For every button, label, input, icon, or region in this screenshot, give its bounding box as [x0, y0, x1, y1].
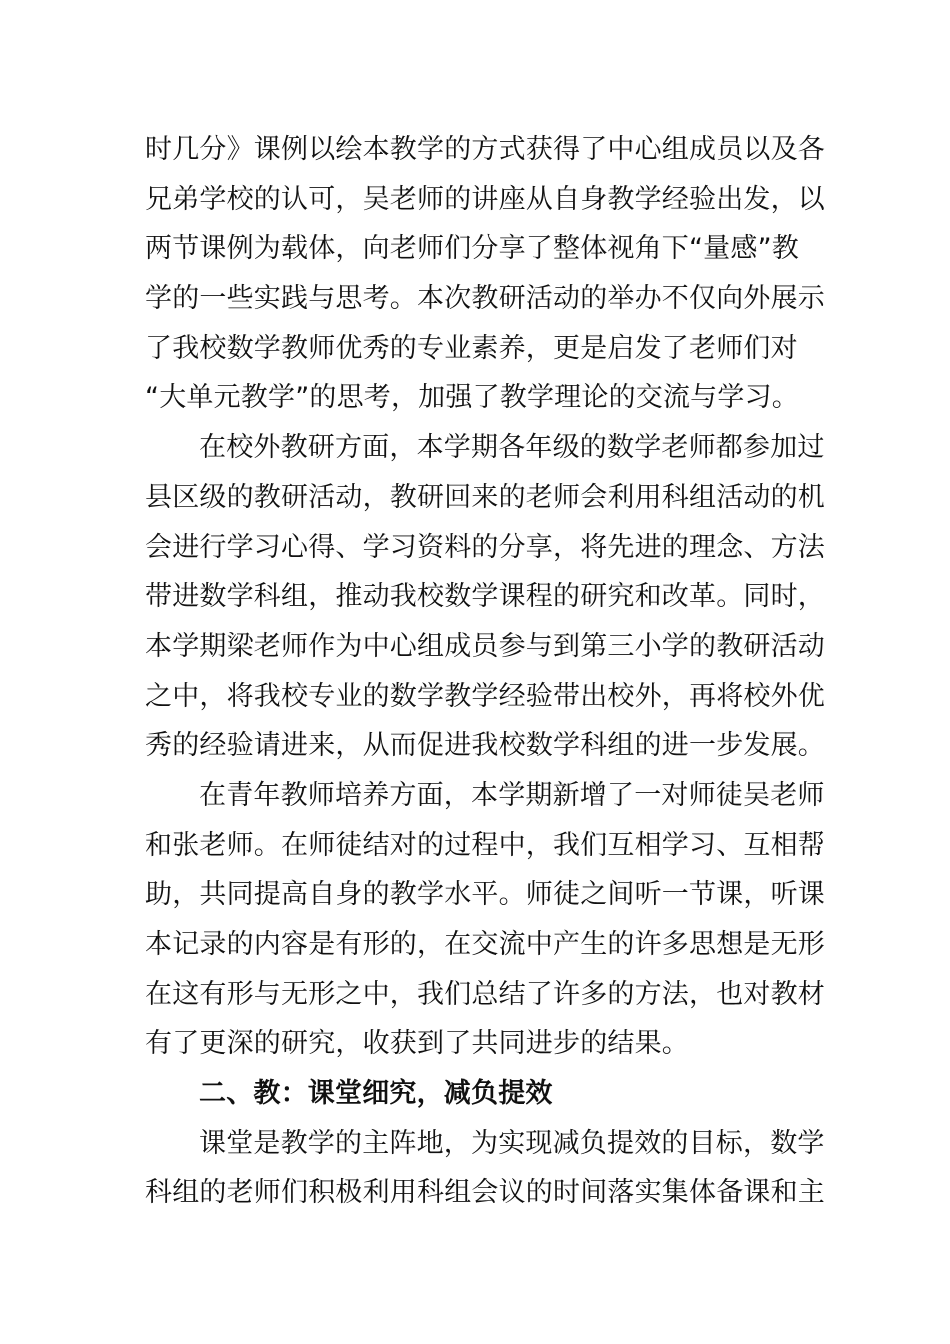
text-line: 本学期梁老师作为中心组成员参与到第三小学的教研活动 [145, 630, 825, 662]
section-heading [145, 1069, 807, 1119]
text-line: 之中，将我校专业的数学教学经验带出校外，再将校外优 [145, 680, 825, 712]
text-line: 带进数学科组，推动我校数学课程的研究和改革。同时， [145, 581, 825, 613]
text-line: 时几分》课例以绘本教学的方式获得了中心组成员以及各 [145, 134, 825, 165]
text-line: 在这有形与无形之中，我们总结了许多的方法，也对教材 [145, 978, 825, 1010]
paragraph-external-research [145, 423, 825, 771]
text-line: 课堂是教学的主阵地，为实现减负提效的目标，数学 [199, 1127, 825, 1159]
text-line: 了我校数学教师优秀的专业素养，更是启发了老师们对 [145, 332, 798, 364]
text-line: 在校外教研方面，本学期各年级的数学老师都参加过 [199, 432, 825, 464]
text-line: 有了更深的研究，收获到了共同进步的结果。 [145, 1028, 689, 1060]
text-line: 学的一些实践与思考。本次教研活动的举办不仅向外展示 [145, 283, 825, 315]
paragraph-continuation [145, 125, 825, 423]
text-line: 和张老师。在师徒结对的过程中，我们互相学习、互相帮 [145, 829, 825, 861]
text-line: 县区级的教研活动，教研回来的老师会利用科组活动的机 [145, 481, 825, 513]
paragraph-young-teacher-training [145, 771, 825, 1069]
text-line: 科组的老师们积极利用科组会议的时间落实集体备课和主 [145, 1177, 825, 1209]
text-line: 两节课例为载体，向老师们分享了整体视角下“量感”教 [145, 233, 799, 265]
text-line: 秀的经验请进来，从而促进我校数学科组的进一步发展。 [145, 730, 825, 762]
text-line: 本记录的内容是有形的，在交流中产生的许多思想是无形 [145, 929, 825, 960]
text-line: 兄弟学校的认可，吴老师的讲座从自身教学经验出发，以 [145, 183, 825, 215]
text-line: 在青年教师培养方面，本学期新增了一对师徒吴老师 [199, 779, 825, 811]
text-line: 助，共同提高自身的教学水平。师徒之间听一节课，听课 [145, 879, 825, 911]
paragraph-classroom [145, 1119, 825, 1218]
document-page [145, 125, 825, 1218]
text-line: 会进行学习心得、学习资料的分享，将先进的理念、方法 [145, 531, 825, 563]
text-line: “大单元教学”的思考，加强了教学理论的交流与学习。 [145, 382, 799, 414]
heading-text: 二、教：课堂细究，减负提效 [199, 1078, 553, 1110]
